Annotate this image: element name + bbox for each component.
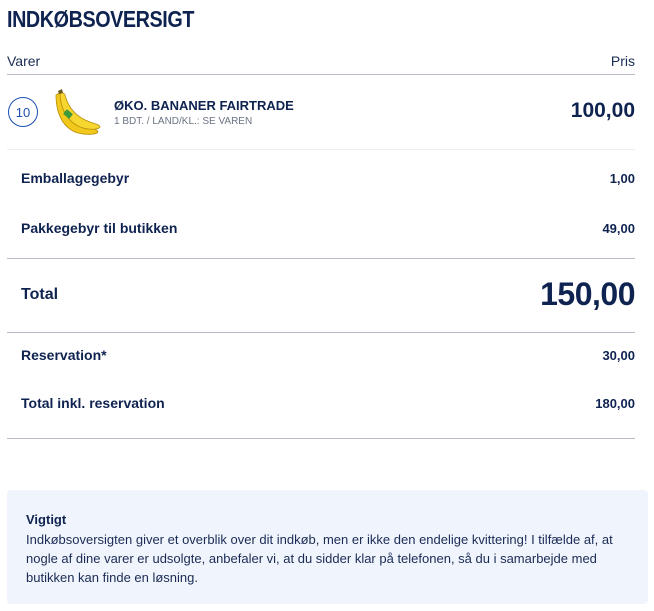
notice-title: Vigtigt bbox=[26, 512, 67, 527]
reservation-label: Reservation* bbox=[21, 347, 107, 363]
product-name[interactable]: ØKO. BANANER FAIRTRADE bbox=[114, 98, 294, 113]
total-incl-label: Total inkl. reservation bbox=[21, 395, 165, 411]
page-title: INDKØBSOVERSIGT bbox=[7, 6, 194, 32]
total-label: Total bbox=[21, 286, 59, 303]
product-subtitle: 1 BDT. / LAND/KL.: SE VAREN bbox=[114, 116, 253, 127]
fee-label-packing: Pakkegebyr til butikken bbox=[21, 220, 178, 236]
product-divider bbox=[7, 149, 635, 150]
column-header-items: Varer bbox=[7, 53, 41, 69]
total-divider-bottom bbox=[7, 332, 635, 333]
fee-label-packaging: Emballagegebyr bbox=[21, 170, 130, 186]
total-incl-value: 180,00 bbox=[595, 396, 635, 411]
fee-value-packing: 49,00 bbox=[602, 221, 635, 236]
notice-text: Indkøbsoversigten giver et overblik over dit indkøb, men er ikke den endelige kvittering! I tilfælde af, at nogle af dine varer er udsolgte, anbefaler vi, at du sidder klar på telefonen, så du i samarbejde med butikken kan finde en løsning. bbox=[26, 532, 613, 585]
notice-box bbox=[7, 490, 648, 604]
column-header-price: Pris bbox=[610, 53, 635, 69]
banana-icon bbox=[50, 87, 102, 137]
total-value: 150,00 bbox=[540, 276, 635, 312]
quantity-badge[interactable]: 10 bbox=[8, 97, 38, 127]
header-divider bbox=[7, 74, 635, 75]
summary-divider bbox=[7, 438, 635, 439]
fee-value-packaging: 1,00 bbox=[609, 171, 635, 186]
reservation-value: 30,00 bbox=[602, 348, 635, 363]
product-price: 100,00 bbox=[570, 99, 635, 122]
total-divider-top bbox=[7, 258, 635, 259]
